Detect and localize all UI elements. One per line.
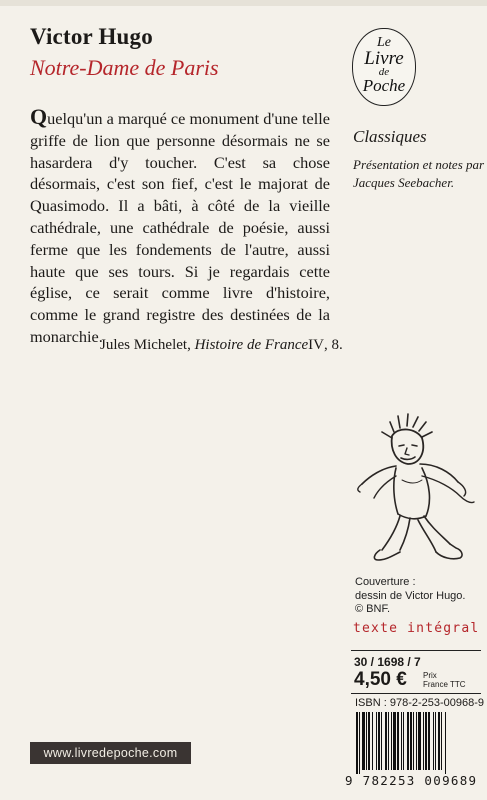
barcode-bar <box>425 712 427 770</box>
cover-caption <box>355 576 465 617</box>
price-note-line-2: France TTC <box>423 680 466 689</box>
barcode-bar <box>433 712 434 770</box>
barcode-bar <box>393 712 396 770</box>
citation-chapter: , 8. <box>324 337 343 353</box>
price-box <box>351 650 481 694</box>
caption-line-3: © BNF. <box>355 603 390 615</box>
barcode-bar <box>428 712 430 770</box>
quasimodo-sketch <box>352 410 482 580</box>
citation-author: Jules Michelet, <box>100 337 191 353</box>
barcode-bar <box>385 712 387 770</box>
top-edge <box>0 0 487 6</box>
citation-work: Histoire de France <box>194 337 309 353</box>
caption-line-2: dessin de Victor Hugo. <box>355 589 466 602</box>
caption-line-1: Couverture : <box>355 576 416 588</box>
author-name: Victor Hugo <box>30 24 153 49</box>
barcode-bar <box>401 712 402 770</box>
barcode-bar <box>366 712 367 770</box>
barcode-bar <box>381 712 382 770</box>
barcode-bar <box>418 712 421 770</box>
barcode-digits: 9 782253 009689 <box>345 773 478 788</box>
barcode-bar <box>441 712 442 770</box>
barcode-bar <box>359 712 360 774</box>
logo-line-1: Le <box>377 35 391 50</box>
barcode-bar <box>445 712 446 774</box>
barcode-bar <box>378 712 380 770</box>
back-cover-quote <box>30 106 330 348</box>
isbn: ISBN : 978-2-253-00968-9 <box>355 697 485 709</box>
barcode-bar <box>435 712 436 770</box>
barcode-bar <box>388 712 389 770</box>
barcode-bar <box>416 712 417 770</box>
barcode-bar <box>423 712 424 770</box>
book-title: Notre-Dame de Paris <box>30 55 219 80</box>
barcode <box>350 712 482 774</box>
price-note <box>423 671 466 689</box>
price: 4,50 € <box>354 669 407 690</box>
barcode-bar <box>376 712 377 770</box>
livre-de-poche-logo <box>352 28 416 106</box>
barcode-bar <box>356 712 358 774</box>
logo-line-4: Poche <box>362 76 406 95</box>
quote-citation <box>100 337 343 354</box>
barcode-bar <box>368 712 370 770</box>
barcode-bar <box>403 712 404 770</box>
barcode-bar <box>410 712 412 770</box>
website-label: www.livredepoche.com <box>30 742 191 764</box>
presentation-credit: Présentation et notes par Jacques Seebacher. <box>353 157 485 190</box>
barcode-bar <box>438 712 440 770</box>
barcode-bar <box>397 712 399 770</box>
edition-note: texte intégral <box>353 621 480 636</box>
barcode-bar <box>362 712 365 770</box>
barcode-bar <box>413 712 414 770</box>
barcode-bar <box>372 712 373 770</box>
quote-text: uelqu'un a marqué ce monument d'une telle griffe de lion que personne désormais ne se hasardera d'y toucher. C'est sa chose désormais, c'est son fief, c'est le majorat de Quasimodo. Il a bâti, à côté de la vieille cathédrale, une cathédrale de poésie, aussi ferme que les fondements de l'autre, aussi haute que ses tours. Si je regardais cette église, ce serait comme livre d'histoire, comme le grand registre des destinées de la monarchie. <box>30 109 330 346</box>
catalog-reference: 30 / 1698 / 7 <box>354 655 421 669</box>
collection-name: Classiques <box>353 127 427 146</box>
citation-volume: IV <box>308 337 324 353</box>
barcode-bar <box>391 712 392 770</box>
logo-line-3: de <box>378 66 390 78</box>
barcode-bar <box>407 712 409 770</box>
quote-dropcap: Q <box>30 104 48 129</box>
price-note-line-1: Prix <box>423 671 437 680</box>
logo-line-2: Livre <box>364 48 404 69</box>
